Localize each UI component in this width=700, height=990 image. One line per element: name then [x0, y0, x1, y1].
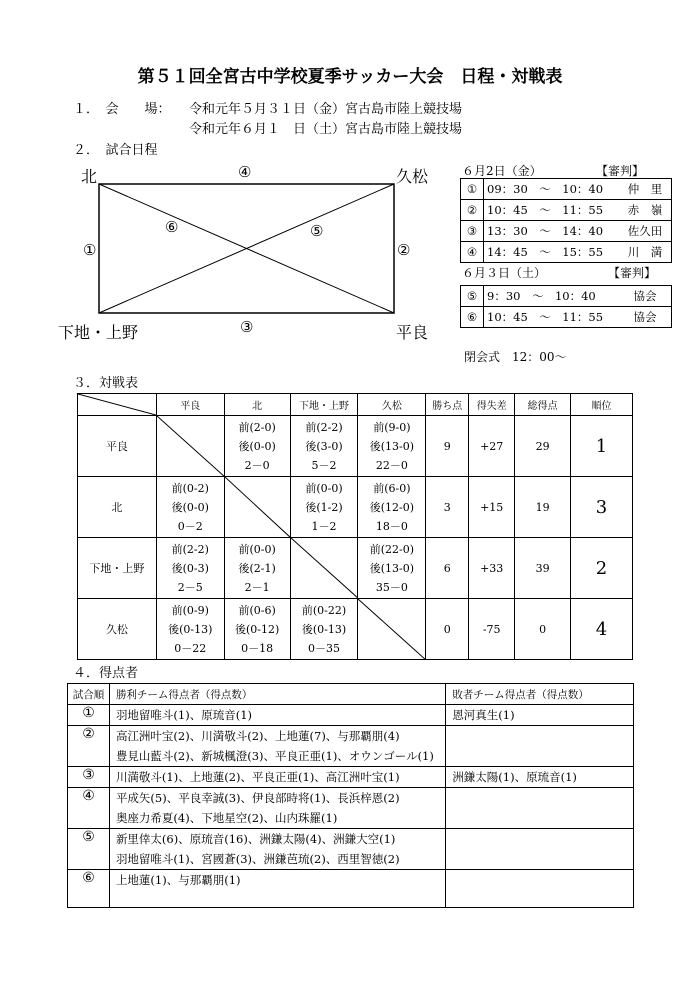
- team-name: 平良: [78, 416, 157, 477]
- scorers-row: [68, 870, 634, 908]
- total-goals: 19: [515, 477, 571, 538]
- scorers-row: [68, 767, 634, 788]
- self-diagonal: [157, 416, 224, 476]
- match-result: [290, 599, 358, 660]
- scorer-line: 奥座力希夏(4)、下地星空(2)、山内珠羅(1): [115, 811, 338, 825]
- winning-scorers: [109, 705, 445, 726]
- goal-difference: +27: [469, 416, 515, 477]
- standings-header: 得失差: [469, 394, 515, 416]
- half-score: 後(13-0): [369, 561, 415, 575]
- final-score: 2－0: [244, 458, 270, 472]
- match-time: 10：45 ～ 11：55: [484, 200, 620, 221]
- mark-bottom: ③: [240, 318, 254, 336]
- match-number: ①: [68, 705, 110, 726]
- winning-scorers: [109, 870, 445, 908]
- scorers-table: [67, 683, 634, 908]
- match-result: [224, 599, 290, 660]
- total-goals: 29: [515, 416, 571, 477]
- total-goals: 39: [515, 538, 571, 599]
- day1-match-row: [461, 200, 672, 221]
- losing-scorers: [446, 788, 634, 829]
- scorers-row: [68, 829, 634, 870]
- mark-left: ①: [83, 241, 97, 259]
- day1-ref-header: 【審判】: [596, 164, 645, 178]
- scorers-row: [68, 705, 634, 726]
- scorer-line: 豊見山藍斗(2)、新城楓澄(3)、平良正亜(1)、オウンゴール(1): [115, 749, 434, 763]
- winning-scorers: [109, 767, 445, 788]
- goal-difference: +15: [469, 477, 515, 538]
- scorer-line: 羽地留唯斗(1)、宮國蒼(3)、洲鎌芭琉(2)、西里智徳(2): [115, 852, 400, 866]
- final-score: 2－1: [244, 580, 270, 594]
- standings-header: 北: [224, 394, 290, 416]
- match-time: 10：45 ～ 11：55: [484, 307, 620, 328]
- day1-match-row: [461, 179, 672, 200]
- standings-header: 順位: [571, 394, 633, 416]
- scorer-line: 羽地留唯斗(1)、原琉音(1): [115, 708, 253, 722]
- losing-scorers: [446, 829, 634, 870]
- day1-date: ６月2日（金）: [462, 164, 542, 178]
- final-score: 2－5: [177, 580, 203, 594]
- match-number: ⑤: [68, 829, 110, 870]
- half-score: 前(2-2): [305, 420, 343, 434]
- half-score: 後(12-0): [369, 500, 415, 514]
- self-cell: [358, 599, 426, 660]
- match-result: [290, 477, 358, 538]
- half-score: 後(0-12): [234, 622, 280, 636]
- match-result: [156, 538, 224, 599]
- scorer-line: 川満敬斗(1)、上地蓮(2)、平良正亜(1)、高江洲叶宝(1): [115, 770, 400, 784]
- standings-header: 平良: [156, 394, 224, 416]
- rank: 1: [571, 416, 633, 477]
- venue-line-1: 令和元年５月３１日（金）宮古島市陸上競技場: [189, 102, 463, 117]
- goal-difference: -75: [469, 599, 515, 660]
- match-number: ④: [461, 242, 484, 263]
- scorers-row: [68, 726, 634, 767]
- scorers-header: 勝利チーム得点者（得点数）: [109, 684, 445, 705]
- losing-scorers: [446, 726, 634, 767]
- win-points: 3: [426, 477, 469, 538]
- day1-schedule-table: [460, 178, 672, 263]
- scorer-line: 上地蓮(1)、与那覇朋(1): [115, 873, 241, 887]
- self-cell: [290, 538, 358, 599]
- scorer-line: 洲鎌太陽(1)、原琉音(1): [452, 770, 577, 784]
- match-number: ⑤: [461, 286, 484, 307]
- day2-schedule-table: [460, 285, 672, 328]
- half-score: 前(0-0): [305, 481, 343, 495]
- scorers-header: 試合順: [68, 684, 110, 705]
- standings-row: [78, 416, 633, 477]
- rank: 2: [571, 538, 633, 599]
- match-result: [224, 416, 290, 477]
- half-score: 後(0-13): [301, 622, 347, 636]
- match-referee: 仲 里: [619, 179, 672, 200]
- half-score: 後(0-0): [238, 439, 276, 453]
- match-result: [358, 416, 426, 477]
- match-time: 9：30 ～ 10：40: [484, 286, 620, 307]
- self-cell: [156, 416, 224, 477]
- match-time: 14：45 ～ 15：55: [484, 242, 620, 263]
- half-score: 後(13-0): [369, 439, 415, 453]
- final-score: 0－22: [174, 641, 207, 655]
- team-nw: 北: [81, 167, 98, 186]
- self-cell: [224, 477, 290, 538]
- match-time: 09：30 ～ 10：40: [484, 179, 620, 200]
- half-score: 前(0-0): [238, 542, 276, 556]
- half-score: 前(2-0): [238, 420, 276, 434]
- standings-header-row: [78, 394, 633, 416]
- closing-ceremony: 閉会式 12：00～: [464, 350, 567, 364]
- half-score: 後(2-1): [238, 561, 276, 575]
- losing-scorers: [446, 705, 634, 726]
- half-score: 前(0-22): [301, 603, 347, 617]
- half-score: 後(3-0): [305, 439, 343, 453]
- day1-match-row: [461, 221, 672, 242]
- mark-diag-right: ⑤: [310, 222, 324, 240]
- match-number: ⑥: [68, 870, 110, 908]
- half-score: 前(2-2): [171, 542, 209, 556]
- goal-difference: +33: [469, 538, 515, 599]
- day2-match-row: [461, 307, 672, 328]
- scorer-line: 新里倖太(6)、原琉音(16)、洲鎌太陽(4)、洲鎌大空(1): [115, 832, 396, 846]
- match-result: [290, 416, 358, 477]
- final-score: 1－2: [311, 519, 337, 533]
- half-score: 前(9-0): [373, 420, 411, 434]
- match-diagram: [98, 183, 395, 314]
- final-score: 22－0: [375, 458, 408, 472]
- day2-ref-header: 【審判】: [608, 266, 657, 280]
- standings-row: [78, 477, 633, 538]
- final-score: 0－18: [241, 641, 274, 655]
- team-name: 北: [78, 477, 157, 538]
- win-points: 6: [426, 538, 469, 599]
- match-result: [156, 599, 224, 660]
- self-diagonal: [225, 477, 290, 537]
- schedule-heading: ２． 試合日程: [73, 143, 158, 158]
- match-result: [358, 477, 426, 538]
- final-score: 5－2: [311, 458, 337, 472]
- final-score: 0－2: [177, 519, 203, 533]
- match-time: 13：30 ～ 14：40: [484, 221, 620, 242]
- scorer-line: 平成矢(5)、平良幸誠(3)、伊良部時将(1)、長浜梓恩(2): [115, 791, 400, 805]
- venue-label: １． 会 場：: [73, 102, 171, 117]
- total-goals: 0: [515, 599, 571, 660]
- half-score: 後(0-13): [168, 622, 213, 636]
- final-score: 35－0: [375, 580, 408, 594]
- win-points: 0: [426, 599, 469, 660]
- mark-diag-left: ⑥: [165, 218, 179, 236]
- match-referee: 赤 嶺: [619, 200, 672, 221]
- match-number: ③: [461, 221, 484, 242]
- team-sw: 下地・上野: [58, 323, 139, 342]
- half-score: 前(6-0): [373, 481, 411, 495]
- page-title: 第５１回全宮古中学校夏季サッカー大会 日程・対戦表: [137, 67, 563, 87]
- scorers-header-row: [68, 684, 634, 705]
- match-result: [358, 538, 426, 599]
- standings-row: [78, 538, 633, 599]
- venue-line-2: 令和元年６月１ 日（土）宮古島市陸上競技場: [189, 122, 463, 137]
- team-name: 下地・上野: [78, 538, 157, 599]
- standings-table: [77, 393, 633, 660]
- day1-match-row: [461, 242, 672, 263]
- scorers-row: [68, 788, 634, 829]
- match-number: ②: [68, 726, 110, 767]
- half-score: 前(0-2): [171, 481, 209, 495]
- half-score: 前(0-9): [171, 603, 209, 617]
- final-score: 18－0: [375, 519, 408, 533]
- standings-heading: ３．対戦表: [73, 376, 139, 391]
- match-number: ⑥: [461, 307, 484, 328]
- match-number: ③: [68, 767, 110, 788]
- standings-header: 総得点: [515, 394, 571, 416]
- half-score: 後(0-3): [171, 561, 209, 575]
- scorer-line: 恩河真生(1): [452, 708, 515, 722]
- scorers-header: 敗者チーム得点者（得点数）: [446, 684, 634, 705]
- half-score: 後(1-2): [305, 500, 343, 514]
- corner-diagonal: [78, 394, 156, 415]
- day2-date: ６月３日（土）: [462, 266, 547, 280]
- match-result: [224, 538, 290, 599]
- winning-scorers: [109, 788, 445, 829]
- match-referee: 佐久田: [619, 221, 672, 242]
- standings-header: 下地・上野: [290, 394, 358, 416]
- match-number: ②: [461, 200, 484, 221]
- half-score: 後(0-0): [171, 500, 209, 514]
- scorer-line: 高江洲叶宝(2)、川満敬斗(2)、上地蓮(7)、与那覇朋(4): [115, 729, 400, 743]
- match-number: ④: [68, 788, 110, 829]
- match-number: ①: [461, 179, 484, 200]
- final-score: 0－35: [308, 641, 341, 655]
- losing-scorers: [446, 767, 634, 788]
- match-referee: 川 満: [619, 242, 672, 263]
- match-referee: 協会: [619, 286, 672, 307]
- standings-row: [78, 599, 633, 660]
- winning-scorers: [109, 829, 445, 870]
- team-se: 平良: [396, 323, 429, 342]
- rank: 3: [571, 477, 633, 538]
- mark-right: ②: [397, 241, 411, 259]
- day2-match-row: [461, 286, 672, 307]
- half-score: 前(0-6): [238, 603, 276, 617]
- match-referee: 協会: [619, 307, 672, 328]
- match-result: [156, 477, 224, 538]
- self-diagonal: [291, 538, 358, 598]
- team-ne: 久松: [396, 167, 429, 186]
- team-name: 久松: [78, 599, 157, 660]
- standings-header: 勝ち点: [426, 394, 469, 416]
- standings-header: 久松: [358, 394, 426, 416]
- half-score: 前(22-0): [369, 542, 415, 556]
- losing-scorers: [446, 870, 634, 908]
- scorers-heading: ４．得点者: [73, 666, 139, 681]
- self-diagonal: [358, 599, 425, 659]
- mark-top: ④: [238, 163, 252, 181]
- corner-cell: [78, 394, 157, 416]
- winning-scorers: [109, 726, 445, 767]
- win-points: 9: [426, 416, 469, 477]
- rank: 4: [571, 599, 633, 660]
